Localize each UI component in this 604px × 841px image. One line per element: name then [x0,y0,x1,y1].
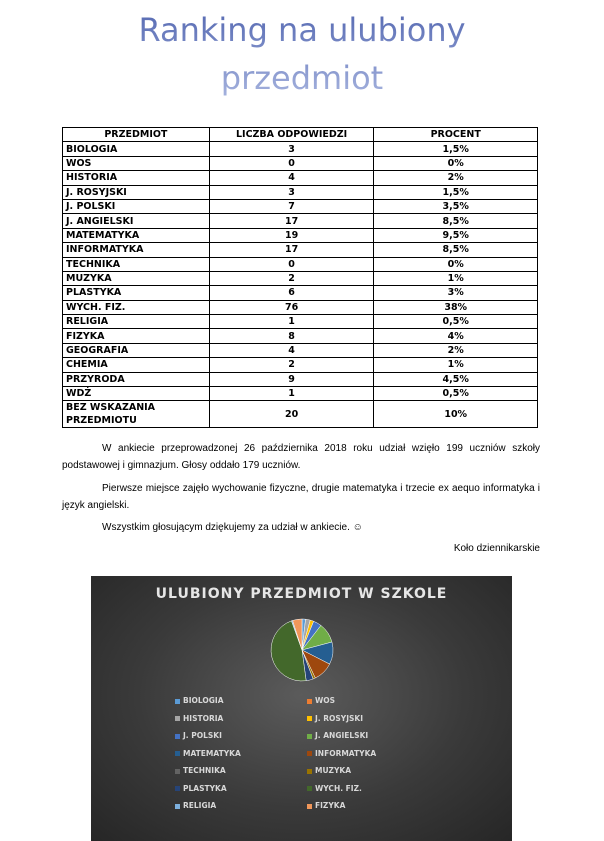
header-subject: PRZEDMIOT [63,128,210,142]
table-row [63,257,538,271]
subject-cell: CHEMIA [63,358,210,372]
count-cell: 8 [209,329,374,343]
legend-label: J. ROSYJSKI [315,713,364,723]
legend-entry [307,696,335,705]
table-row [63,271,538,285]
subject-cell: MATEMATYKA [63,228,210,242]
legend-label: MUZYKA [315,766,352,775]
count-cell: 1 [209,387,374,401]
legend-label: WYCH. FIZ. [315,783,362,793]
legend-label: J. POLSKI [183,731,222,740]
subject-cell: RELIGIA [63,315,210,329]
legend-label: HISTORIA [183,713,224,723]
count-cell: 2 [209,358,374,372]
subject-cell: BEZ WSKAZANIA PRZEDMIOTU [63,401,210,428]
legend-entry [175,749,241,758]
subject-cell: WDŻ [63,387,210,401]
subject-cell: HISTORIA [63,171,210,185]
count-cell: 4 [209,343,374,357]
table-row [63,243,538,257]
legend-swatch [307,734,312,739]
title-line-1: Ranking na ulubiony [138,11,466,49]
count-cell: 0 [209,257,374,271]
count-cell: 3 [209,185,374,199]
pie-svg [270,618,334,682]
percent-cell: 4,5% [374,372,538,386]
table-row [63,358,538,372]
table-row [63,156,538,170]
count-cell: 7 [209,199,374,213]
legend-entry [175,714,223,723]
percent-cell: 8,5% [374,243,538,257]
percent-cell: 2% [374,171,538,185]
legend-entry [307,801,345,810]
table-row [63,387,538,401]
subject-cell: MUZYKA [63,271,210,285]
legend-entry [175,731,222,740]
legend-swatch [307,804,312,809]
legend-label: FIZYKA [315,801,346,810]
count-cell: 17 [209,214,374,228]
subject-cell: TECHNIKA [63,257,210,271]
legend-entry [307,731,368,740]
legend-entry [175,784,227,793]
table-row [63,171,538,185]
header-count: LICZBA ODPOWIEDZI [209,128,374,142]
legend-swatch [307,769,312,774]
subject-cell: J. ROSYJSKI [63,185,210,199]
legend-swatch [175,769,180,774]
thanks-paragraph: Wszystkim głosującym dziękujemy za udział w ankiecie. ☺ [102,522,363,533]
survey-summary-paragraph: W ankiecie przeprowadzonej 26 października 2018 roku udział wzięło 199 uczniów szkoły podstawowej i gimnazjum. Głosy oddało 179 uczniów. [62,443,540,471]
legend-entry [175,801,216,810]
percent-cell: 3% [374,286,538,300]
signature: Koło dziennikarskie [453,543,540,554]
count-cell: 2 [209,271,374,285]
subject-cell: J. ANGIELSKI [63,214,210,228]
percent-cell: 8,5% [374,214,538,228]
subject-cell: WOS [63,156,210,170]
legend-swatch [307,716,312,721]
percent-cell: 3,5% [374,199,538,213]
percent-cell: 9,5% [374,228,538,242]
legend-swatch [175,786,180,791]
subject-cell: INFORMATYKA [63,243,210,257]
percent-cell: 0,5% [374,315,538,329]
legend-label: BIOLOGIA [183,696,224,705]
count-cell: 17 [209,243,374,257]
count-cell: 1 [209,315,374,329]
title-line-2: przedmiot [220,59,384,97]
count-cell: 6 [209,286,374,300]
legend-entry [175,766,226,775]
table-row [63,214,538,228]
percent-cell: 0% [374,156,538,170]
table-row [63,286,538,300]
pie-chart [91,576,512,841]
count-cell: 76 [209,300,374,314]
table-row [63,329,538,343]
legend-label: INFORMATYKA [315,748,377,758]
legend-label: TECHNIKA [183,766,226,775]
legend-entry [307,784,362,793]
count-cell: 4 [209,171,374,185]
legend-label: J. ANGIELSKI [315,731,369,740]
table-row [63,372,538,386]
percent-cell: 38% [374,300,538,314]
legend-swatch [175,734,180,739]
legend-entry [175,696,224,705]
table-row [63,300,538,314]
percent-cell: 1% [374,358,538,372]
subject-cell: FIZYKA [63,329,210,343]
count-cell: 19 [209,228,374,242]
header-percent: PROCENT [374,128,538,142]
legend-label: PLASTYKA [183,783,227,793]
table-row [63,228,538,242]
table-row [63,315,538,329]
subject-cell: BIOLOGIA [63,142,210,156]
count-cell: 0 [209,156,374,170]
subject-cell: GEOGRAFIA [63,343,210,357]
percent-cell: 0% [374,257,538,271]
table-row [63,142,538,156]
legend-swatch [175,716,180,721]
percent-cell: 2% [374,343,538,357]
count-cell: 9 [209,372,374,386]
percent-cell: 0,5% [374,387,538,401]
subject-cell: WYCH. FIZ. [63,300,210,314]
legend-entry [307,766,351,775]
legend-label: RELIGIA [183,801,217,810]
legend-entry [307,714,363,723]
legend-swatch [307,699,312,704]
legend-swatch [307,751,312,756]
chart-title: ULUBIONY PRZEDMIOT W SZKOLE [155,586,448,602]
count-cell: 3 [209,142,374,156]
legend-label: MATEMATYKA [183,748,241,758]
percent-cell: 4% [374,329,538,343]
table-header-row [63,128,538,142]
legend-label: WOS [315,696,336,705]
table-row [63,185,538,199]
results-paragraph: Pierwsze miejsce zajęło wychowanie fizyczne, drugie matematyka i trzecie ex aequo informatyka i język angielski. [62,483,540,511]
percent-cell: 1,5% [374,185,538,199]
percent-cell: 10% [374,401,538,428]
count-cell: 20 [209,401,374,428]
ranking-table [62,127,538,428]
legend-swatch [175,751,180,756]
legend-swatch [175,804,180,809]
percent-cell: 1% [374,271,538,285]
page-title [0,6,604,102]
legend-swatch [307,786,312,791]
subject-cell: J. POLSKI [63,199,210,213]
percent-cell: 1,5% [374,142,538,156]
legend-entry [307,749,376,758]
table-row [63,401,538,428]
table-row [63,199,538,213]
table-row [63,343,538,357]
subject-cell: PLASTYKA [63,286,210,300]
legend-swatch [175,699,180,704]
subject-cell: PRZYRODA [63,372,210,386]
